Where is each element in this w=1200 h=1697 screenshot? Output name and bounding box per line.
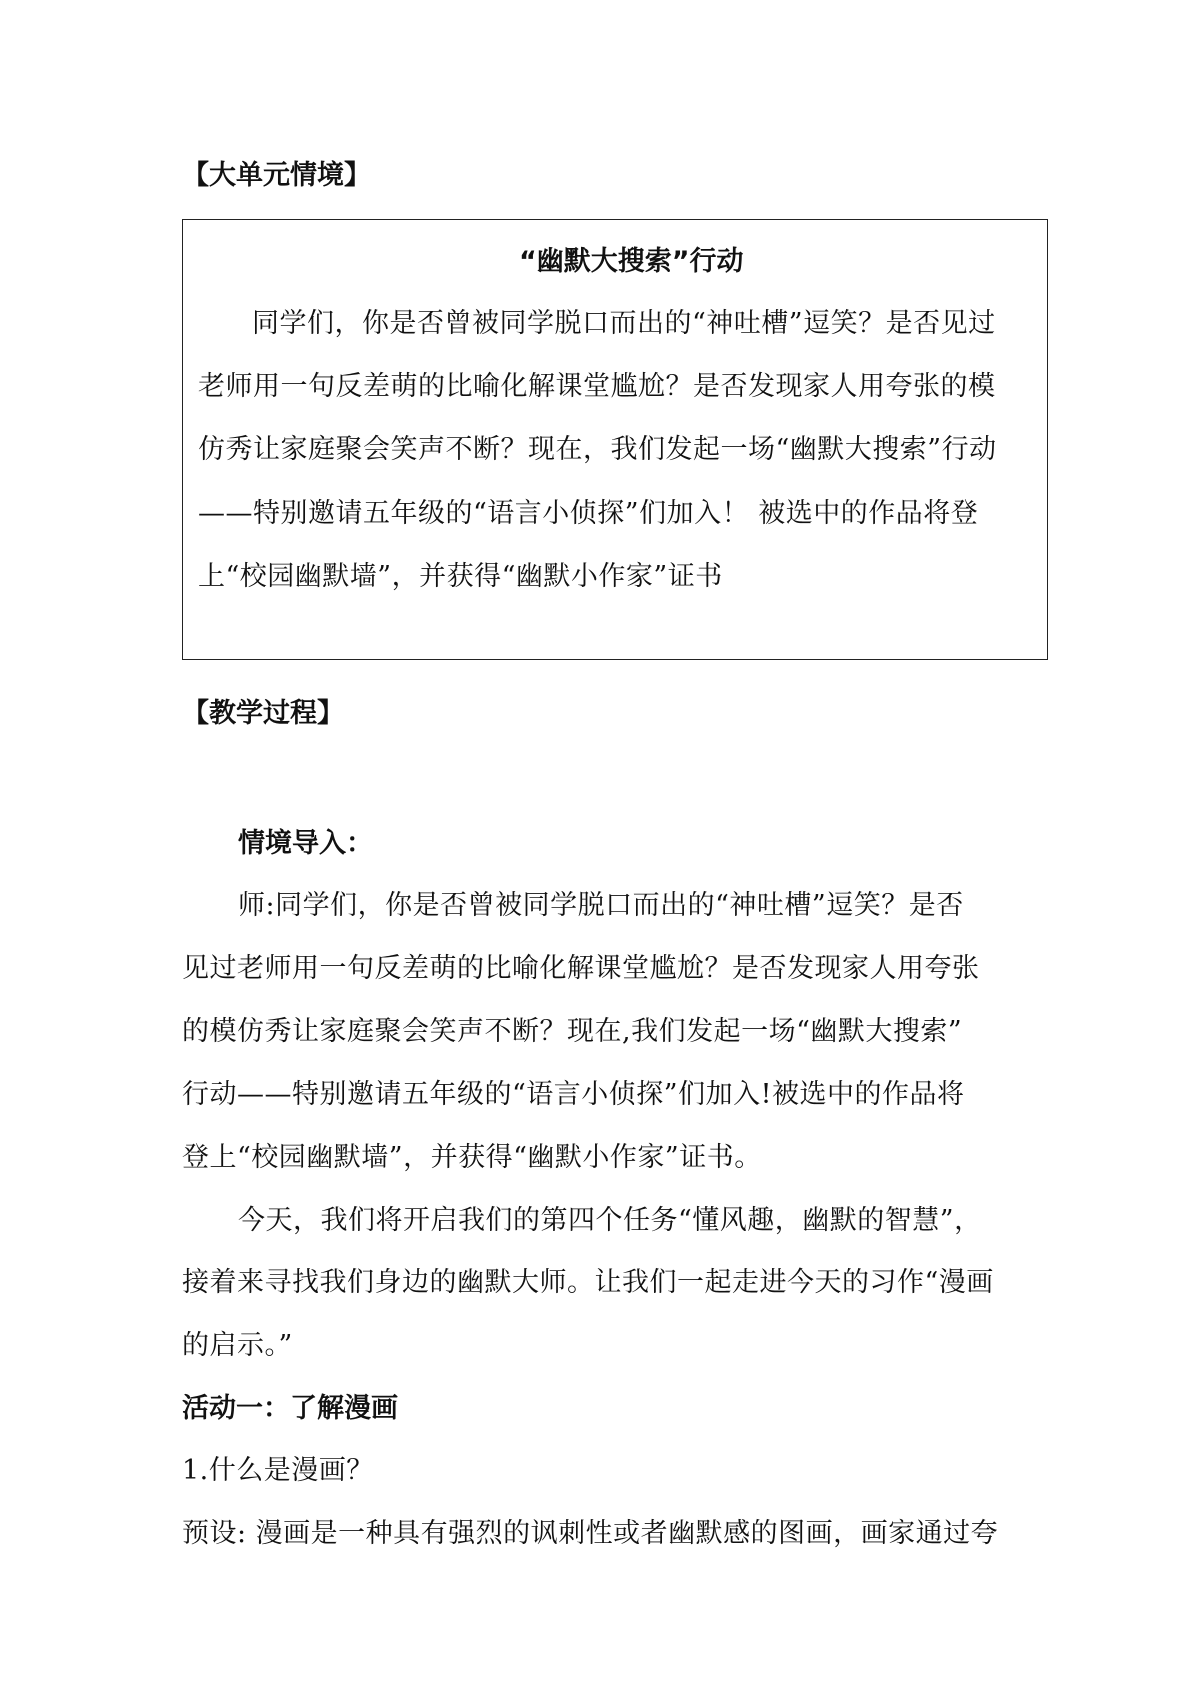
section-heading-teaching-process: 【教学过程】 [182, 698, 344, 729]
paragraph-line: 行动——特别邀请五年级的“语言小侦探”们加入!被选中的作品将 [182, 1079, 965, 1110]
context-box-line: 仿秀让家庭聚会笑声不断？现在，我们发起一场“幽默大搜索”行动 [198, 434, 997, 465]
paragraph-line: 今天，我们将开启我们的第四个任务“懂风趣，幽默的智慧”， [238, 1205, 982, 1236]
paragraph-line: 的模仿秀让家庭聚会笑声不断？现在,我们发起一场“幽默大搜索” [182, 1016, 963, 1047]
paragraph-line: 的启示。” [182, 1330, 293, 1361]
context-box-line: ——特别邀请五年级的“语言小侦探”们加入！ 被选中的作品将登 [198, 498, 979, 529]
context-box-line: 老师用一句反差萌的比喻化解课堂尴尬？是否发现家人用夸张的模 [198, 371, 996, 402]
paragraph-line: 师:同学们，你是否曾被同学脱口而出的“神吐槽”逗笑？是否 [238, 890, 964, 921]
section-heading-unit-context: 【大单元情境】 [182, 160, 371, 191]
context-box-title: “幽默大搜索”行动 [519, 246, 744, 277]
paragraph-line: 登上“校园幽默墙”，并获得“幽默小作家”证书。 [182, 1142, 762, 1173]
answer-line: 预设: 漫画是一种具有强烈的讽刺性或者幽默感的图画，画家通过夸 [182, 1518, 999, 1549]
question-line: 1.什么是漫画？ [182, 1455, 374, 1486]
intro-heading: 情境导入： [238, 828, 373, 859]
context-box-line: 上“校园幽默墙”，并获得“幽默小作家”证书 [198, 561, 723, 592]
context-box-line: 同学们，你是否曾被同学脱口而出的“神吐槽”逗笑？是否见过 [252, 308, 996, 339]
activity-heading: 活动一：了解漫画 [182, 1393, 398, 1424]
paragraph-line: 接着来寻找我们身边的幽默大师。让我们一起走进今天的习作“漫画 [182, 1267, 994, 1298]
paragraph-line: 见过老师用一句反差萌的比喻化解课堂尴尬？是否发现家人用夸张 [182, 953, 980, 984]
